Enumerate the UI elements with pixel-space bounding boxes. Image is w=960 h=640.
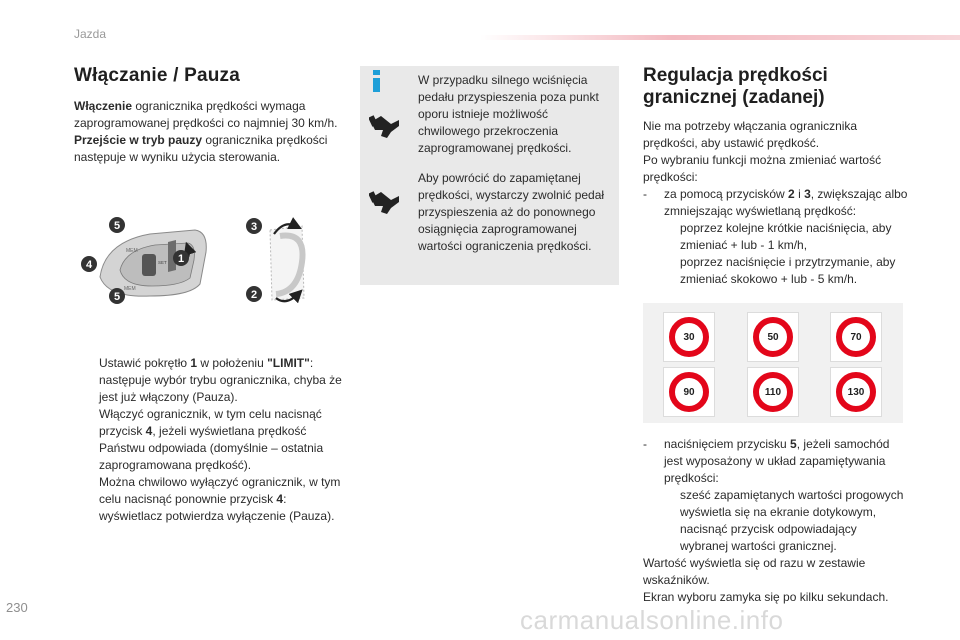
svg-text:MEM: MEM — [126, 248, 138, 254]
right-para-4: Ekran wyboru zamyka się po kilku sekundach. — [643, 590, 889, 604]
sub-item: poprzez naciśnięcie i przytrzymanie, aby zmieniać skokowo + lub - 5 km/h. — [680, 255, 896, 286]
steps-list — [74, 355, 346, 525]
speed-sign-icon: 70 — [836, 317, 876, 357]
svg-text:4: 4 — [85, 259, 93, 271]
dash-item: - za pomocą przycisków 2 i 3, zwiększając albo zmniejszając wyświetlaną prędkość: — [643, 187, 908, 218]
callout-3 — [246, 218, 262, 234]
section-label: Jazda — [74, 27, 107, 41]
intro-para-1: Włączenie ogranicznika prędkości wymaga zaprogramowanej prędkości co najmniej 30 km/h. — [74, 99, 338, 130]
right-para-1: Nie ma potrzeby włączania ogranicznika prędkości, aby ustawić prędkość. — [643, 119, 858, 150]
sub-item: sześć zapamiętanych wartości progowych wyświetla się na ekranie dotykowym, — [680, 488, 904, 519]
watermark: carmanualsonline.info — [520, 605, 784, 635]
page-number: 230 — [6, 600, 28, 615]
speed-sign-icon: 30 — [669, 317, 709, 357]
stalk-control-icon — [100, 230, 206, 296]
svg-text:MEM: MEM — [124, 286, 136, 292]
svg-text:5: 5 — [113, 291, 121, 303]
section-title-right: Regulacja prędkości granicznej (zadanej) — [643, 65, 828, 108]
sub-item: nacisnąć przycisk odpowiadający wybranej wartości granicznej. — [680, 522, 857, 553]
list-item: Można chwilowo wyłączyć ogranicznik, w tym celu nacisnąć ponownie przycisk 4: wyświetlacz potwierdza wyłączenie (Pauza). — [99, 475, 341, 523]
callout-5-top — [109, 217, 125, 233]
intro-text — [74, 98, 342, 166]
intro-para-2: Przejście w tryb pauzy ogranicznika prędkości następuje w wyniku użycia sterowania. — [74, 133, 328, 164]
speed-sign-card — [830, 367, 882, 417]
right-para-3: Wartość wyświetla się od razu w zestawie wskaźników. — [643, 556, 866, 587]
pedal-hand-icon — [369, 112, 401, 140]
speed-sign-icon: 110 — [753, 372, 793, 412]
info-box — [360, 66, 619, 285]
stalk-side-view-icon — [270, 224, 304, 301]
speed-sign-icon: 50 — [753, 317, 793, 357]
section-title-left: Włączanie / Pauza — [74, 65, 241, 86]
info-text-1: W przypadku silnego wciśnięcia pedału przyspieszenia poza punkt oporu istnieje możliwość chwilowego przekroczenia zaprogramowanej prędkości. — [418, 73, 599, 155]
sub-item: poprzez kolejne krótkie naciśnięcia, aby zmieniać + lub - 1 km/h, — [680, 221, 892, 252]
callout-2 — [246, 286, 262, 302]
right-text-bottom — [643, 436, 908, 606]
header-rule — [480, 35, 960, 40]
speed-sign-icon: 90 — [669, 372, 709, 412]
callout-5-bottom — [109, 288, 125, 304]
svg-text:5: 5 — [113, 220, 121, 232]
list-item: Ustawić pokrętło 1 w położeniu "LIMIT": następuje wybór trybu ogranicznika, chyba że jest już włączony (Pauza). — [99, 356, 342, 404]
svg-text:SET: SET — [158, 260, 167, 265]
speed-sign-card — [747, 312, 799, 362]
dash-item: - naciśnięciem przycisku 5, jeżeli samochód jest wyposażony w układ zapamiętywania prędkości: — [643, 437, 890, 485]
speed-sign-card — [663, 312, 715, 362]
right-text-top — [643, 118, 908, 288]
speed-sign-icon: 130 — [836, 372, 876, 412]
svg-text:1: 1 — [177, 253, 185, 265]
callout-4 — [81, 256, 97, 272]
speed-sign-card — [747, 367, 799, 417]
stalk-illustration — [80, 212, 350, 312]
svg-text:3: 3 — [250, 221, 258, 233]
right-para-2: Po wybraniu funkcji można zmieniać wartość prędkości: — [643, 153, 882, 184]
speed-sign-card — [830, 312, 882, 362]
callout-1 — [173, 250, 189, 266]
speed-signs-panel — [643, 303, 903, 423]
info-icon — [369, 68, 385, 94]
speed-sign-card — [663, 367, 715, 417]
pedal-hand-icon — [369, 188, 401, 216]
svg-text:2: 2 — [250, 289, 258, 301]
info-text-2: Aby powrócić do zapamiętanej prędkości, wystarczy zwolnić pedał przyspieszenia aż do ponownego osiągnięcia zaprogramowanej wartości ograniczenia prędkości. — [418, 171, 605, 253]
list-item: Włączyć ogranicznik, w tym celu nacisnąć przycisk 4, jeżeli wyświetlana prędkość Państwu odpowiada (domyślnie – ostatnia zaprogramowana prędkość). — [99, 407, 324, 472]
